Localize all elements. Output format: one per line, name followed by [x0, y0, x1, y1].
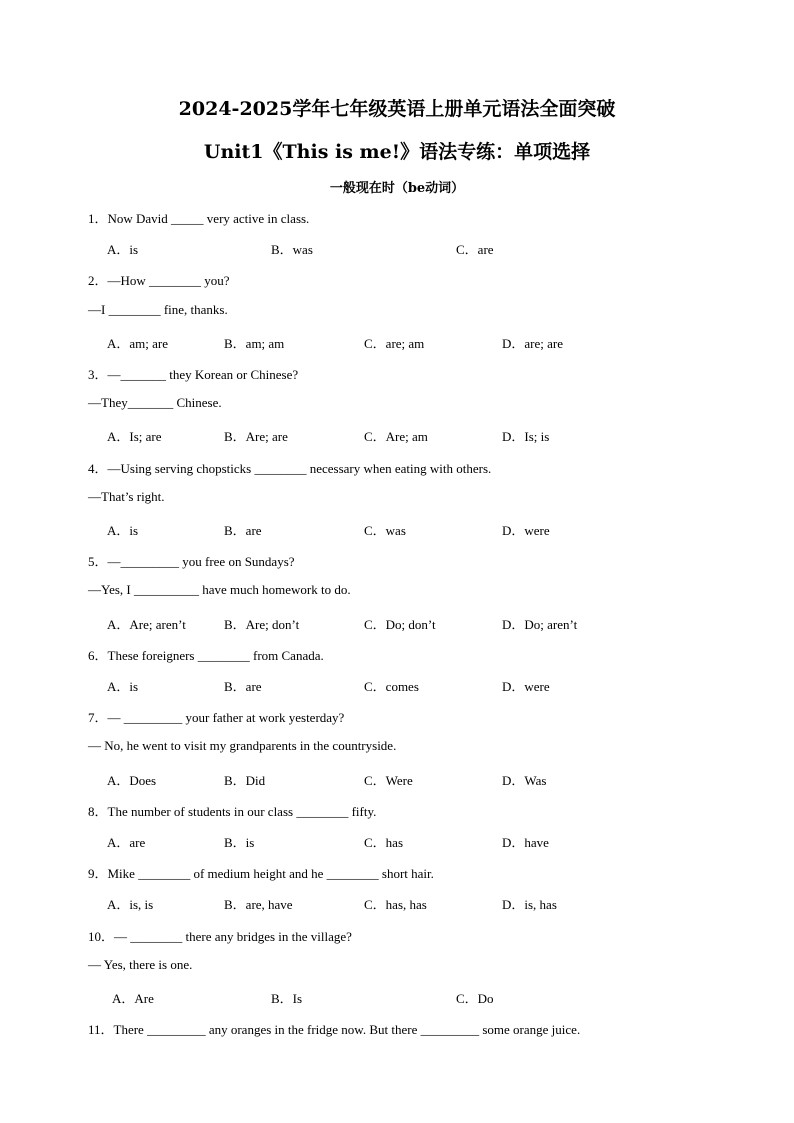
answer-option: C．are: [456, 242, 494, 257]
answer-option: B．are: [224, 523, 262, 538]
question-dialogue-line: — No, he went to visit my grandparents in the countryside.: [88, 738, 397, 753]
answer-option: D．is, has: [502, 897, 557, 912]
question-stem: 7．— _________ your father at work yesterday?: [88, 710, 345, 725]
answer-option: A．is, is: [107, 897, 154, 912]
answer-option: B．Is: [271, 991, 303, 1006]
answer-option: C．Were: [364, 773, 413, 788]
answer-option: A．Does: [107, 773, 157, 788]
question-stem: 8．The number of students in our class ________ fifty.: [88, 804, 377, 819]
question-stem: 10．— ________ there any bridges in the village?: [88, 929, 352, 944]
question-stem: 4．—Using serving chopsticks ________ necessary when eating with others.: [88, 461, 492, 476]
question-stem: 2．—How ________ you?: [88, 273, 230, 288]
answer-option: C．was: [364, 523, 406, 538]
answer-option: D．were: [502, 523, 550, 538]
answer-option: D．Is; is: [502, 429, 550, 444]
question-dialogue-line: —I ________ fine, thanks.: [88, 302, 228, 317]
answer-option: B．Are; don’t: [224, 617, 300, 632]
question-dialogue-line: —Yes, I __________ have much homework to do.: [88, 582, 351, 597]
answer-option: D．were: [502, 679, 550, 694]
answer-option: A．are: [107, 835, 146, 850]
answer-option: D．Do; aren’t: [502, 617, 578, 632]
answer-option: C．Do; don’t: [364, 617, 436, 632]
answer-option: A．Are: [112, 991, 154, 1006]
answer-option: A．Are; aren’t: [107, 617, 186, 632]
question-stem: 11．There _________ any oranges in the fridge now. But there _________ some orange juice.: [88, 1022, 581, 1037]
question-dialogue-line: —That’s right.: [88, 489, 165, 504]
answer-option: C．are; am: [364, 336, 425, 351]
answer-option: B．Did: [224, 773, 266, 788]
question-stem: 6．These foreigners ________ from Canada.: [88, 648, 324, 663]
answer-option: B．was: [271, 242, 313, 257]
answer-option: A．am; are: [107, 336, 169, 351]
question-stem: 5．—_________ you free on Sundays?: [88, 554, 295, 569]
document-title: 2024-2025学年七年级英语上册单元语法全面突破: [178, 98, 616, 120]
answer-option: D．are; are: [502, 336, 563, 351]
answer-option: A．is: [107, 523, 139, 538]
answer-option: C．Do: [456, 991, 494, 1006]
question-dialogue-line: —They_______ Chinese.: [88, 395, 222, 410]
answer-option: C．comes: [364, 679, 419, 694]
document-subtitle: Unit1《This is me!》语法专练：单项选择: [203, 141, 591, 163]
answer-option: B．am; am: [224, 336, 285, 351]
answer-option: A．is: [107, 679, 139, 694]
answer-option: B．Are; are: [224, 429, 288, 444]
question-stem: 9．Mike ________ of medium height and he ________ short hair.: [88, 866, 434, 881]
answer-option: B．are: [224, 679, 262, 694]
answer-option: D．have: [502, 835, 549, 850]
answer-option: D．Was: [502, 773, 547, 788]
answer-option: B．are, have: [224, 897, 293, 912]
question-stem: 1．Now David _____ very active in class.: [88, 211, 310, 226]
question-stem: 3．—_______ they Korean or Chinese?: [88, 367, 299, 382]
answer-option: C．Are; am: [364, 429, 428, 444]
answer-option: C．has: [364, 835, 404, 850]
question-dialogue-line: — Yes, there is one.: [88, 957, 193, 972]
answer-option: B．is: [224, 835, 255, 850]
section-heading: 一般现在时（be动词）: [329, 181, 465, 196]
answer-option: A．is: [107, 242, 139, 257]
answer-option: C．has, has: [364, 897, 427, 912]
answer-option: A．Is; are: [107, 429, 162, 444]
